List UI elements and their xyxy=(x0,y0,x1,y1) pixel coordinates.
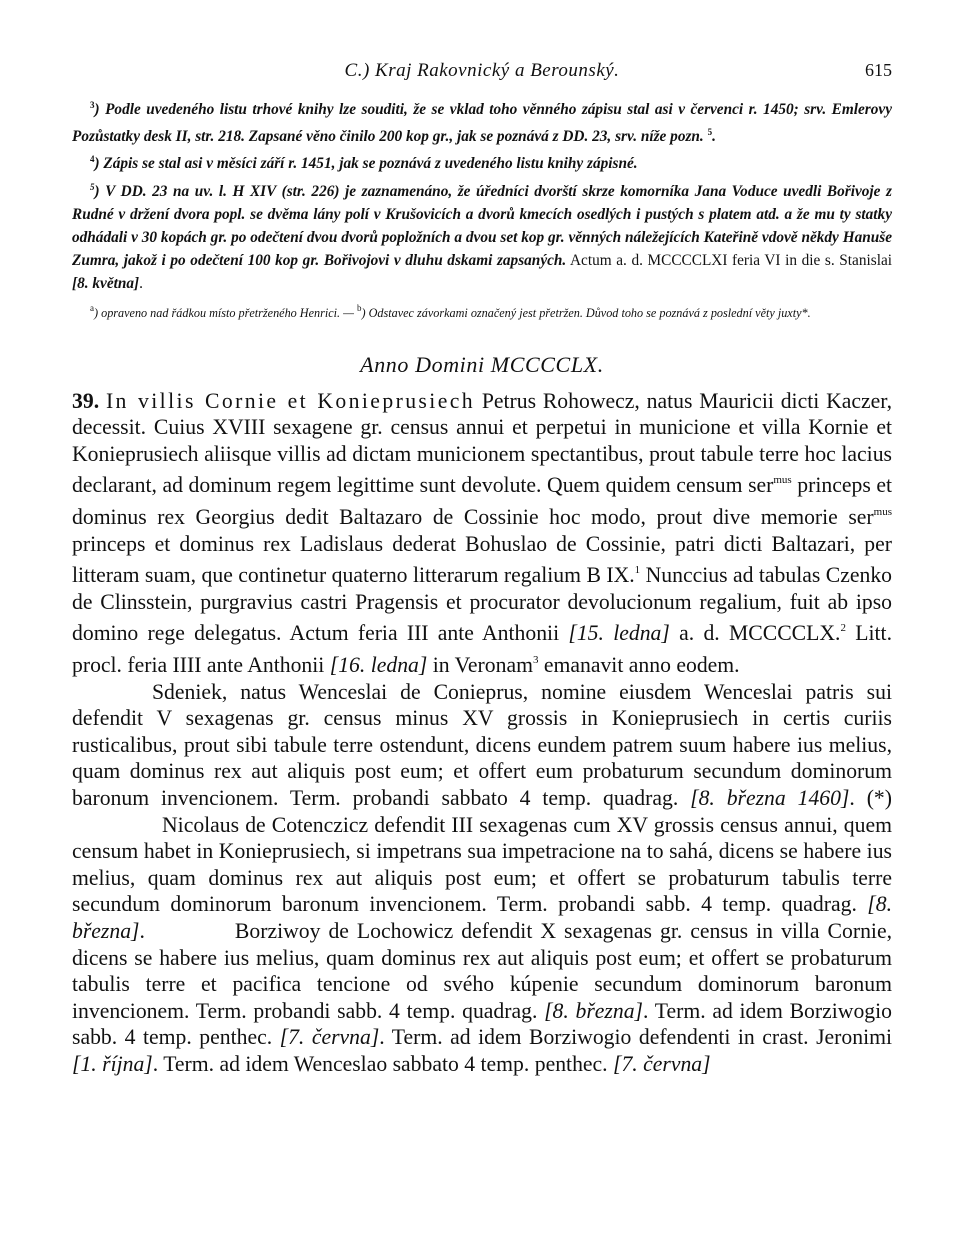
note-text: ) opraveno nad řádkou místo přetrženého Henrici. — xyxy=(94,305,358,320)
entry-text: Litt. procl. feria IIII ante Anthonii xyxy=(72,621,892,677)
entry-text: . xyxy=(139,918,145,943)
entry-opening: In villis Cornie et Konieprusiech xyxy=(105,388,475,413)
entry-text: . Term. ad idem Wenceslao sabbato 4 temp. penthec. xyxy=(152,1051,614,1076)
footnote-marker: 5 xyxy=(90,181,95,192)
footnote-4 xyxy=(72,148,892,175)
date-bracket: [16. ledna] xyxy=(329,652,428,677)
critical-notes xyxy=(72,300,892,322)
footnote-text: ) V DD. 23 na uv. l. H XIV (str. 226) je zaznamenáno, že úředníci dvorští skrze komorníka Jana Voduce uvedli Bořivoje z Rudné v držení dvora popl. se dvěma lány polí v Krušovicích a dvorů kmecích osedlých i pustých s platem atd. a že mu ty statky odhádali v 30 kopách gr. po odečtení dvou dvorů popložních a dvou set kop gr. věnných náležejících Kateřině vdově někdy Hanuše Zumra, jakož i po odečtení 100 kop gr. Bořivojovi v dluhu dskami zapsaných. xyxy=(72,182,892,270)
date-bracket: [8. března] xyxy=(544,998,643,1023)
entry-paragraph-2 xyxy=(72,679,892,1078)
footnote-text: ) Zápis se stal asi v měsíci září r. 1451, jak se poznává z uvedeného listu knihy zápisné. xyxy=(94,155,638,173)
footnote-text: Actum a. d. MCCCCLXI feria VI in die s. Stanislai xyxy=(566,252,892,270)
critical-note xyxy=(72,300,892,322)
footnote-3 xyxy=(72,94,892,148)
entry-text: princeps et dominus rex Ladislaus dederat Bohuslao de Cossinie, patri dicti Baltazari, per litteram suam, que continetur quaterno litterarum regalium B IX. xyxy=(72,531,892,588)
entry-text: . (*) xyxy=(849,785,892,810)
note-marker: b xyxy=(357,302,362,313)
footnotes-section xyxy=(72,94,892,296)
entry-text: . Term. ad idem Borziwogio sabb. 4 temp. penthec. xyxy=(72,998,892,1050)
date-bracket: [8. května] xyxy=(72,275,140,293)
entry-text: Borziwoy de Lochowicz defendit X sexagenas gr. census in villa Cornie, dicens se habere ius melius, quam dominus rex aut aliquis post eum; et offert se probaturum tabulis terre et pacifica tencione od svého kúpenie secundum dominorum baronum invencionem. Term. probandi sabb. 4 temp. quadrag. xyxy=(72,918,892,1023)
document-page xyxy=(72,58,892,1077)
running-title: C.) Kraj Rakovnický a Berounský. xyxy=(344,60,620,81)
date-bracket: [8. března] xyxy=(72,892,892,943)
footnote-marker: 4 xyxy=(90,154,95,165)
page-header xyxy=(72,58,892,94)
page-number: 615 xyxy=(865,60,892,80)
entry-number: 39. xyxy=(72,388,100,413)
entry-text: a. d. MCCCCLX. xyxy=(669,621,841,646)
entry-text: princeps et dominus rex Georgius dedit Baltazaro de Cossinie hoc modo, prout dive memorie ser xyxy=(72,473,892,529)
date-bracket: [8. března 1460] xyxy=(690,785,850,810)
entry-paragraph-1 xyxy=(72,388,892,679)
entry-text: Nunccius ad tabulas Czenko de Clinsstein, purgravius castri Pragensis et procurator devolucionum regalium, fuit ab ipso domino rege delegatus. Actum feria III ante Anthonii xyxy=(72,563,893,646)
entry-text: . Term. ad idem Borziwogio defendenti in crast. Jeronimi xyxy=(379,1025,892,1050)
footnote-5 xyxy=(72,176,892,296)
date-bracket: [7. června] xyxy=(613,1051,711,1076)
date-bracket: [1. října] xyxy=(72,1051,153,1076)
date-bracket: [7. června] xyxy=(279,1025,380,1050)
abbrev-superscript: mus xyxy=(873,506,892,518)
footnote-text: ) Podle uvedeného listu trhové knihy lze souditi, že se vklad toho věnného zápisu stal asi v červenci r. 1450; srv. Emlerovy Pozůstatky desk II, str. 218. Zapsané věno činilo 200 kop gr., jak se poznává z DD. 23, srv. níže pozn. xyxy=(72,101,892,146)
footnote-ref: 1 xyxy=(634,564,641,577)
entry-text: Sdeniek, natus Wenceslai de Conieprus, nomine eiusdem Wenceslai patris sui defendit V sexagenas gr. census minus XV grossis in Konieprusiech in certis curiis rusticalibus, prout sibi tabule terre ostendunt, dicens eundem patrem suum habere ius melius, quam dominus rex aut aliquis post eum; et offert eum probaturum secundum dominorum baronum invencionem. Term. probandi sabbato 4 temp. quadrag. xyxy=(72,679,892,810)
entry-body xyxy=(72,388,892,1078)
footnote-marker: 3 xyxy=(90,100,95,110)
note-text: ) Odstavec závorkami označený jest přetržen. Důvod toho se poznává z poslední věty juxty*. xyxy=(361,305,811,320)
footnote-text: . xyxy=(139,275,143,293)
note-marker: a xyxy=(90,302,94,313)
entry-text: Petrus Rohowecz, natus Mauricii dicti Kaczer, decessit. Cuius XVIII sexagene gr. census annui et perpetui in municione et villa Kornie et Konieprusiech aliisque villis ad dictam municionem spectantibus, prout tabule terre hoc lacius declarant, ad dominum regem legittime sunt devolute. Quem quidem censum ser xyxy=(72,388,893,498)
year-heading: Anno Domini MCCCCLX. xyxy=(360,351,604,377)
footnote-marker: 5 xyxy=(707,127,713,138)
footnote-ref: 2 xyxy=(840,622,846,635)
entry-text: emanavit anno eodem. xyxy=(538,652,740,677)
entry-text: in Veronam xyxy=(427,652,533,677)
date-bracket: [15. ledna] xyxy=(568,621,670,646)
abbrev-superscript: mus xyxy=(773,474,792,487)
footnote-ref: 3 xyxy=(532,653,539,666)
entry-text: Nicolaus de Cotenczicz defendit III sexagenas cum XV grossis census annui, quem censum habet in Konieprusiech, si impetrans sua impetracione na to sahá, dicens se habere ius melius, quam dominus rex aut aliquis post eum; et offert se probaturum tabulis terre secundum dominorum baronum invencionem. Term. probandi sabb. 4 temp. quadrag. xyxy=(72,812,892,917)
footnote-text: . xyxy=(712,128,716,146)
